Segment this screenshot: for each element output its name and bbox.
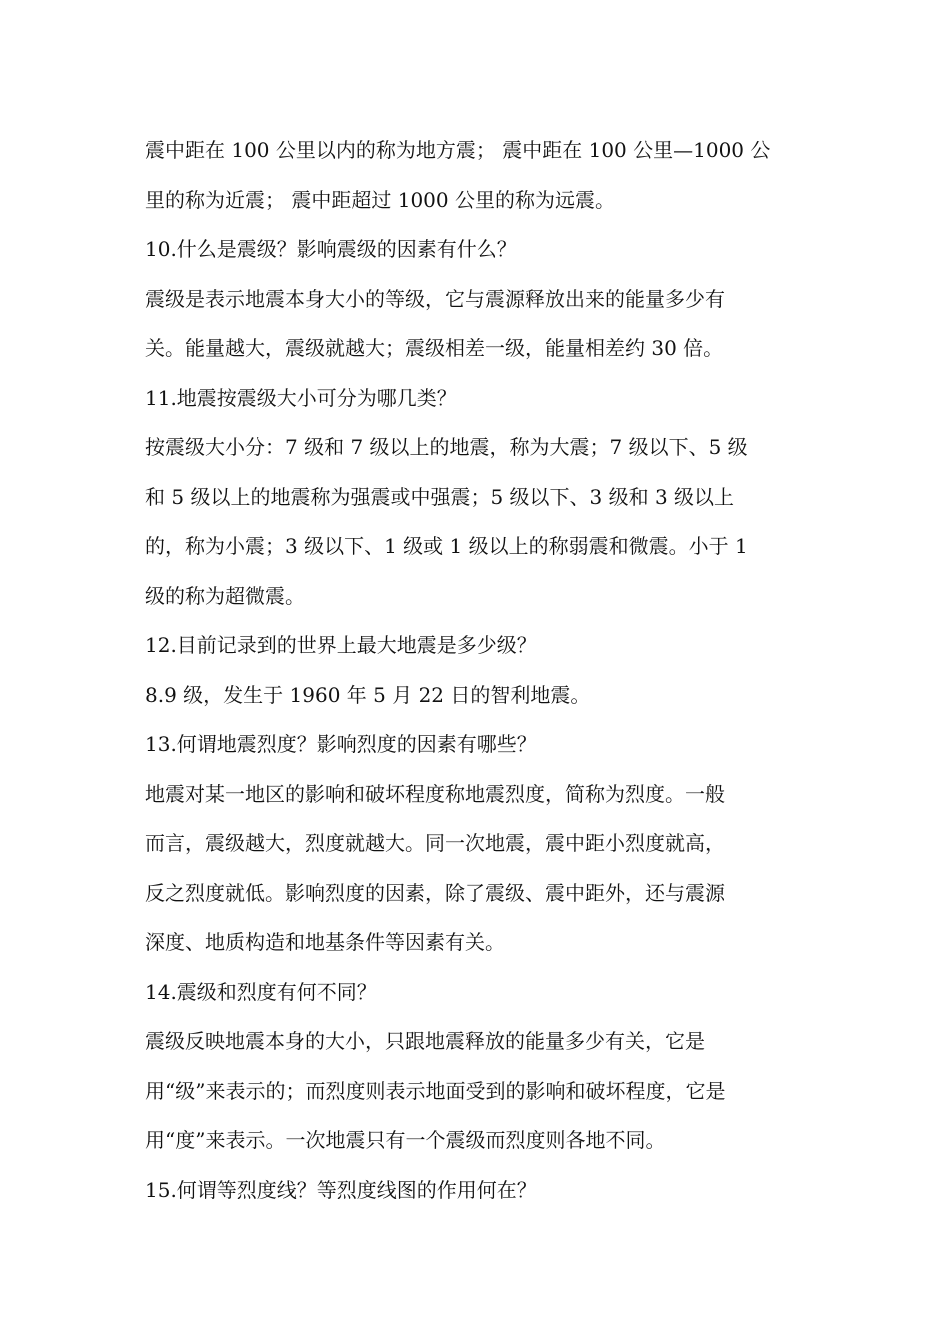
- text-line: 关。能量越大，震级就越大；震级相差一级，能量相差约 30 倍。: [145, 336, 724, 360]
- text-line: 地震对某一地区的影响和破坏程度称地震烈度，简称为烈度。一般: [145, 781, 725, 806]
- text-line: 8.9 级，发生于 1960 年 5 月 22 日的智利地震。: [145, 682, 591, 707]
- question-heading: 10.什么是震级？影响震级的因素有什么？: [145, 237, 517, 261]
- text-line: 用“级”来表示的；而烈度则表示地面受到的影响和破坏程度，它是: [145, 1078, 726, 1103]
- question-heading: 11.地震按震级大小可分为哪几类？: [145, 385, 457, 410]
- text-line: 里的称为近震； 震中距超过 1000 公里的称为远震。: [145, 187, 615, 212]
- question-heading: 14.震级和烈度有何不同？: [145, 979, 377, 1004]
- text-line: 反之烈度就低。影响烈度的因素，除了震级、震中距外，还与震源: [145, 880, 725, 905]
- question-heading: 13.何谓地震烈度？影响烈度的因素有哪些？: [145, 732, 537, 756]
- document-body: [145, 126, 805, 1215]
- text-line: 级的称为超微震。: [145, 583, 305, 608]
- text-line: 的，称为小震；3 级以下、1 级或 1 级以上的称弱震和微震。小于 1: [145, 534, 748, 558]
- question-heading: 15.何谓等烈度线？等烈度线图的作用何在？: [145, 1177, 537, 1202]
- question-heading: 12.目前记录到的世界上最大地震是多少级？: [145, 633, 537, 657]
- text-line: 用“度”来表示。一次地震只有一个震级而烈度则各地不同。: [145, 1128, 666, 1152]
- text-line: 而言，震级越大，烈度就越大。同一次地震，震中距小烈度就高，: [145, 831, 725, 855]
- text-line: 按震级大小分：7 级和 7 级以上的地震，称为大震；7 级以下、5 级: [145, 435, 748, 459]
- text-line: 震中距在 100 公里以内的称为地方震； 震中距在 100 公里—1000 公: [145, 138, 771, 162]
- text-line: 和 5 级以上的地震称为强震或中强震；5 级以下、3 级和 3 级以上: [145, 484, 735, 509]
- text-line: 震级是表示地震本身大小的等级，它与震源释放出来的能量多少有: [145, 286, 725, 311]
- text-line: 震级反映地震本身的大小，只跟地震释放的能量多少有关，它是: [145, 1029, 705, 1053]
- text-line: 深度、地质构造和地基条件等因素有关。: [145, 930, 505, 954]
